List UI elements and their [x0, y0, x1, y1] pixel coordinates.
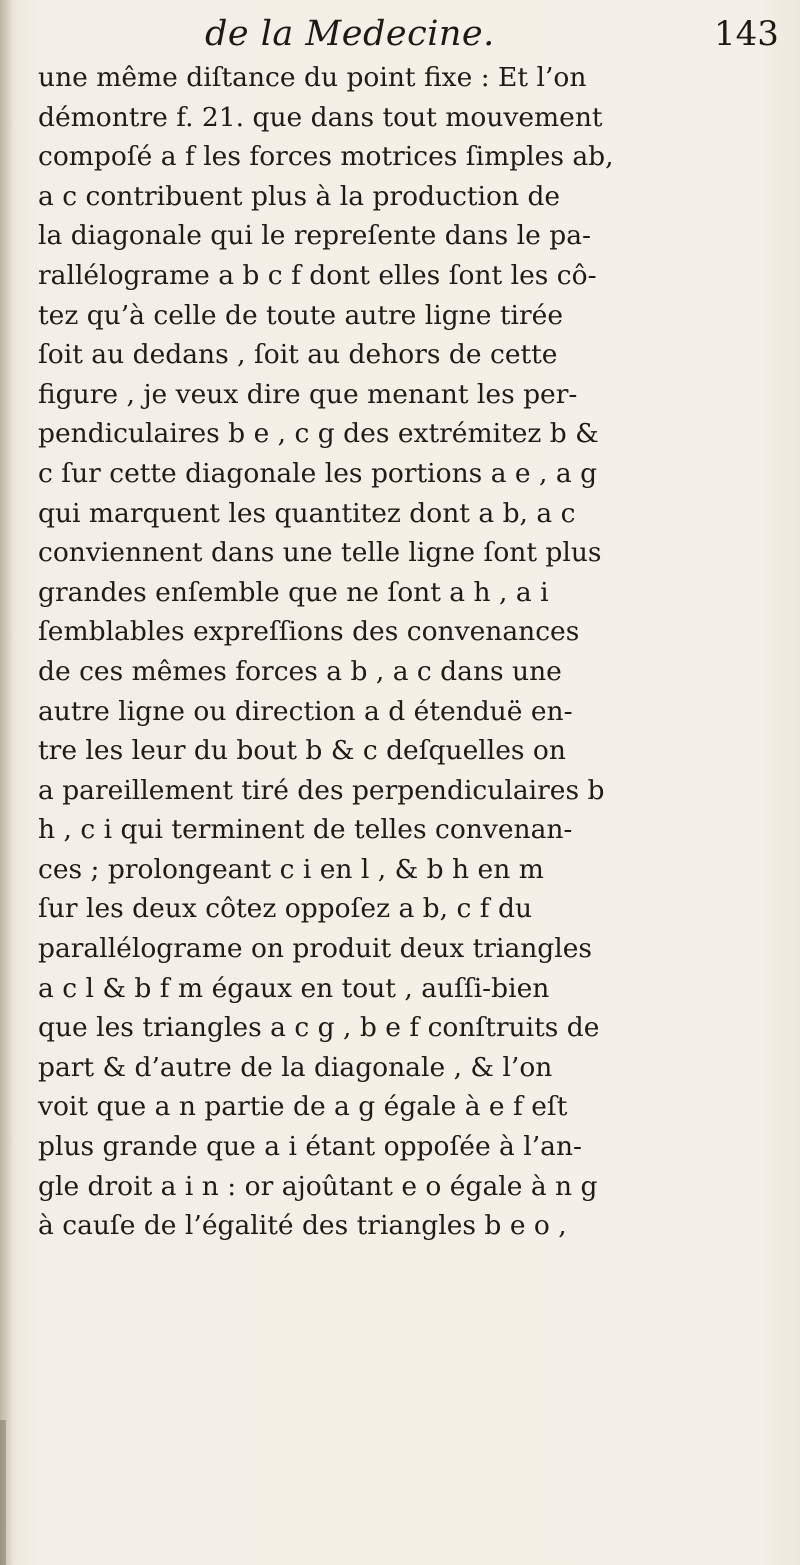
text-line: pendiculaires b e , c g des extrémitez b & [38, 418, 599, 450]
text-line: démontre f. 21. que dans tout mouvement [38, 101, 603, 133]
text-line: rallélograme a b c f dont elles ſont les cô- [38, 259, 597, 291]
text-line: que les triangles a c g , b e f conſtruits de [38, 1012, 600, 1044]
text-line: figure , je veux dire que menant les per- [38, 378, 578, 410]
text-line: tre les leur du bout b & c deſquelles on [38, 735, 566, 767]
text-line: tez qu’à celle de toute autre ligne tirée [38, 299, 564, 331]
text-line: la diagonale qui le repreſente dans le pa- [38, 220, 591, 252]
text-line: autre ligne ou direction a d étenduë en- [38, 695, 573, 727]
running-head-title: de la Medecine. [205, 14, 495, 54]
body-text [38, 58, 778, 1246]
text-line: c ſur cette diagonale les portions a e , a g [38, 457, 598, 489]
text-line: ſemblables expreſſions des convenances [38, 616, 580, 648]
text-line: qui marquent les quantitez dont a b, a c [38, 497, 576, 529]
text-line: à cauſe de l’égalité des triangles b e o , [38, 1210, 567, 1242]
text-line: a c contribuent plus à la production de [38, 180, 561, 212]
text-line: h , c i qui terminent de telles convenan- [38, 814, 573, 846]
text-line: ſur les deux côtez oppoſez a b, c f du [38, 893, 533, 925]
text-line: a pareillement tiré des perpendiculaires b [38, 774, 605, 806]
text-line: part & d’autre de la diagonale , & l’on [38, 1051, 553, 1083]
text-line: plus grande que a i étant oppoſée à l’an- [38, 1131, 583, 1163]
text-line: voit que a n partie de a g égale à e f eſt [38, 1091, 568, 1123]
page-number: 143 [714, 14, 779, 54]
text-line: une même diſtance du point fixe : Et l’on [38, 62, 587, 93]
text-line: ſoit au dedans , ſoit au dehors de cette [38, 339, 558, 371]
text-line: conviennent dans une telle ligne ſont plus [38, 537, 602, 569]
text-line: gle droit a i n : or ajoûtant e o égale à n g [38, 1170, 598, 1202]
gutter-shadow [0, 0, 14, 1565]
text-line: a c l & b f m égaux en tout , auſſi-bien [38, 972, 550, 1004]
text-line: ces ; prolongeant c i en l , & b h en m [38, 853, 544, 885]
text-line: de ces mêmes forces a b , a c dans une [38, 655, 562, 687]
text-line: compoſé a f les forces motrices ſimples ab, [38, 141, 614, 173]
text-line: grandes enſemble que ne ſont a h , a i [38, 576, 549, 608]
text-line: parallélograme on produit deux triangles [38, 933, 593, 965]
binding-edge [0, 1420, 6, 1565]
